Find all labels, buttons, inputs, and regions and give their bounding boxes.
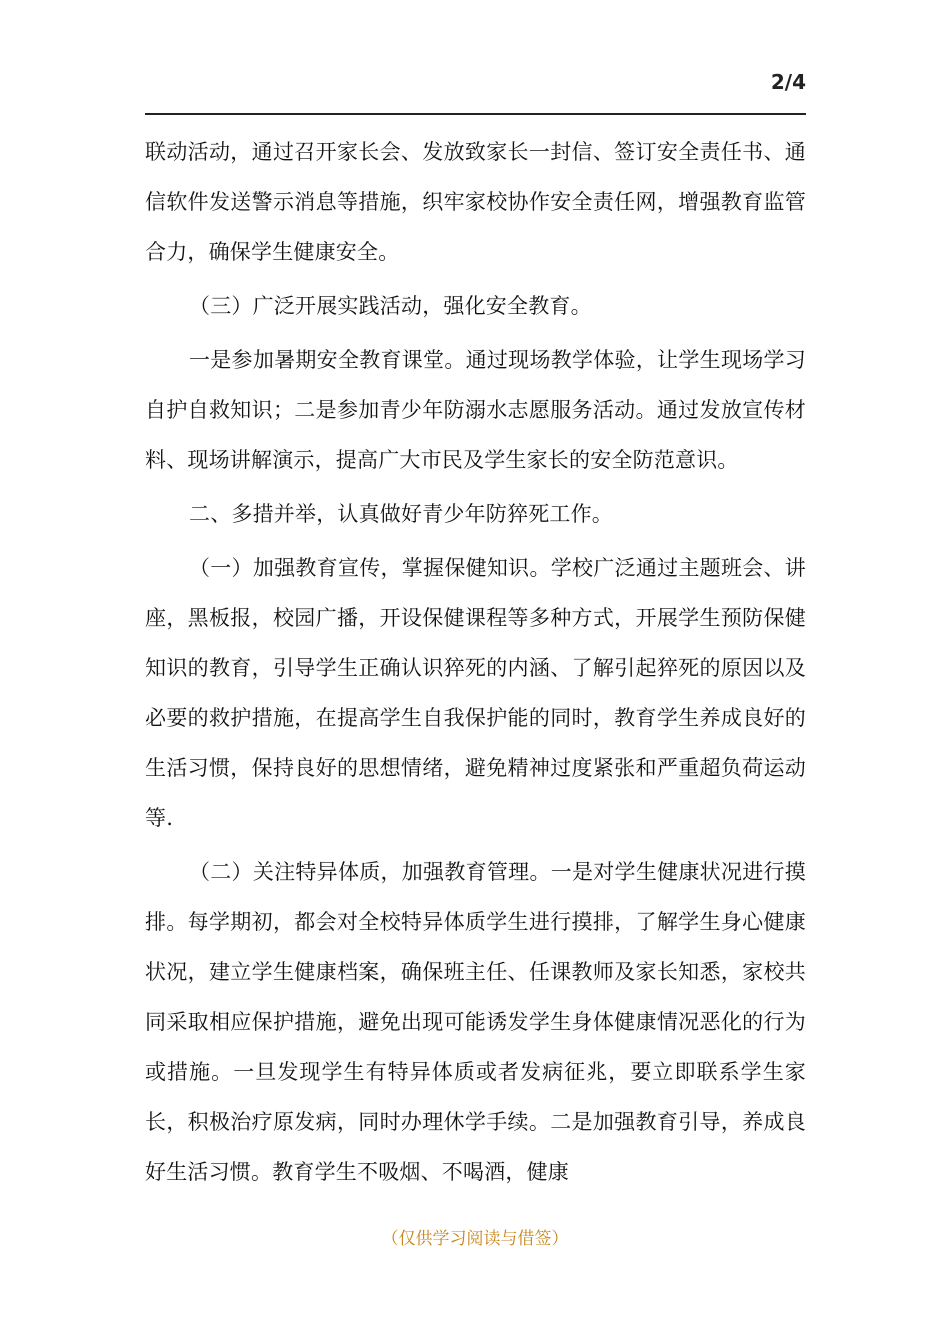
page-number: 2/4 [770,70,806,94]
paragraph-health-education: （一）加强教育宣传，掌握保健知识。学校广泛通过主题班会、讲座，黑板报，校园广播，开设保健课程等多种方式，开展学生预防保健知识的教育，引导学生正确认识猝死的内涵、了解引起猝死的原因以及必要的救护措施，在提高学生自我保护能的同时，教育学生养成良好的生活习惯，保持良好的思想情绪，避免精神过度紧张和严重超负荷运动等. [145,556,806,830]
document-body [145,127,806,1197]
header-rule [145,113,806,115]
paragraph-practice-activities: 一是参加暑期安全教育课堂。通过现场教学体验，让学生现场学习自护自救知识；二是参加青少年防溺水志愿服务活动。通过发放宣传材料、现场讲解演示，提高广大市民及学生家长的安全防范意识。 [145,348,806,472]
subheading-three: （三）广泛开展实践活动，强化安全教育。 [189,294,592,318]
paragraph-special-constitution: （二）关注特异体质，加强教育管理。一是对学生健康状况进行摸排。每学期初，都会对全校特异体质学生进行摸排，了解学生身心健康状况，建立学生健康档案，确保班主任、任课教师及家长知悉，家校共同采取相应保护措施，避免出现可能诱发学生身体健康情况恶化的行为或措施。一旦发现学生有特异体质或者发病征兆，要立即联系学生家长，积极治疗原发病，同时办理休学手续。二是加强教育引导，养成良好生活习惯。教育学生不吸烟、不喝酒，健康 [145,860,806,1184]
section-heading-two: 二、多措并举，认真做好青少年防猝死工作。 [189,502,613,526]
paragraph-continuation: 联动活动，通过召开家长会、发放致家长一封信、签订安全责任书、通信软件发送警示消息等措施，织牢家校协作安全责任网，增强教育监管合力，确保学生健康安全。 [145,140,806,264]
footer-note: （仅供学习阅读与借签） [381,1229,569,1249]
